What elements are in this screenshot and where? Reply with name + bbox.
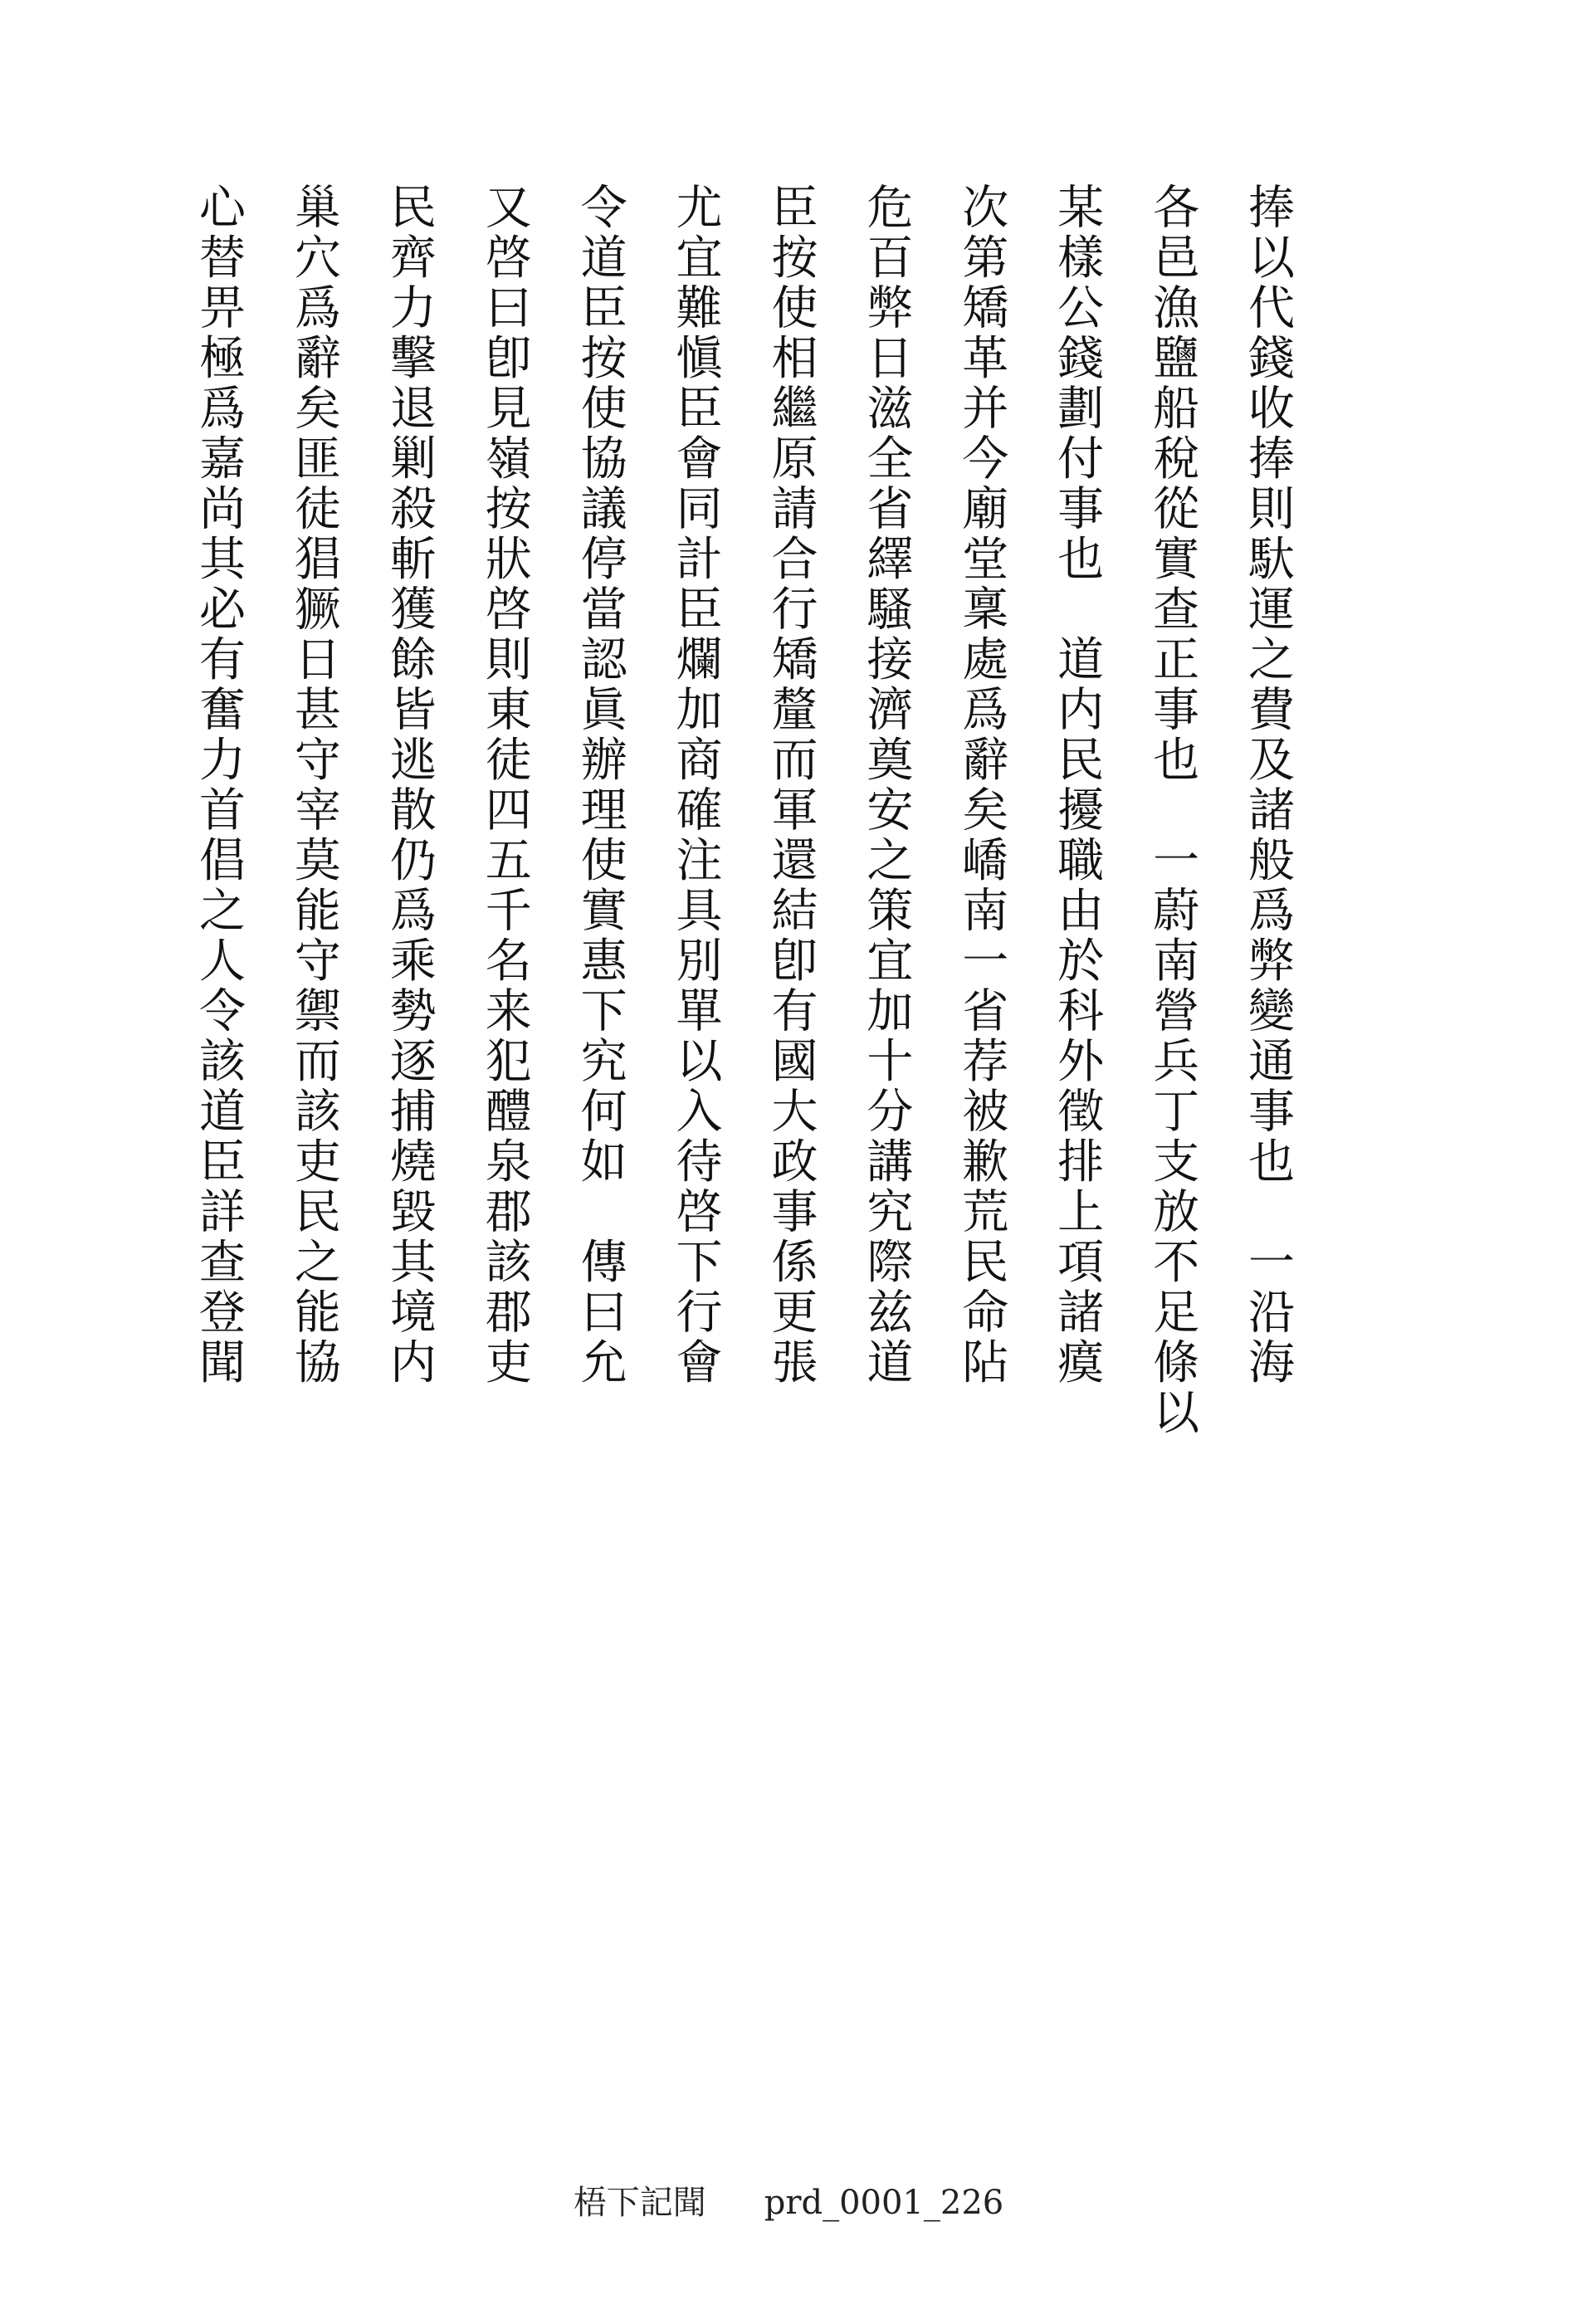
footer-book-title: 梧下記聞: [573, 2184, 706, 2222]
text-column-11: 巢穴爲辭矣匪徒猖獗日甚守宰莫能守禦而該吏民之能協: [286, 183, 341, 1388]
text-column-5: 危百弊日滋全省繹騷接濟奠安之策宜加十分講究際兹道: [859, 183, 914, 1388]
text-column-6: 臣按使相繼原請合行矯釐而軍還結卽有國大政事係更張: [764, 183, 818, 1388]
text-column-7: 尤宜難愼臣會同計臣爛加商確注具別單以入待啓下行會: [668, 183, 723, 1388]
text-column-8: 令道臣按使協議停當認眞辦理使實惠下究何如 傳曰允: [573, 183, 627, 1388]
footer-page-id: prd_0001_226: [764, 2184, 1004, 2222]
text-column-1: 捧以代錢收捧則馱運之費及諸般爲弊變通事也 一沿海: [1240, 183, 1295, 1388]
text-column-9: 又啓曰卽見嶺按狀啓則東徒四五千名来犯醴泉郡該郡吏: [477, 183, 532, 1388]
page-footer: [0, 2176, 1577, 2224]
text-column-2: 各邑漁鹽船稅從實查正事也 一蔚南營兵丁支放不足條以: [1145, 183, 1200, 1438]
text-column-4: 次第矯革并今廟堂稟處爲辭矣嶠南一省荐被歉荒民命阽: [954, 183, 1009, 1388]
text-column-3: 某樣公錢劃付事也 道内民擾職由於科外徵排上項諸瘼: [1050, 183, 1105, 1388]
text-column-12: 心替畀極爲嘉尚其必有奮力首倡之人令該道臣詳查登聞: [192, 183, 246, 1388]
text-column-10: 民齊力擊退剿殺斬獲餘皆逃散仍爲乘勢逐捕燒毀其境内: [382, 183, 437, 1388]
manuscript-text-block: [191, 183, 1295, 1776]
